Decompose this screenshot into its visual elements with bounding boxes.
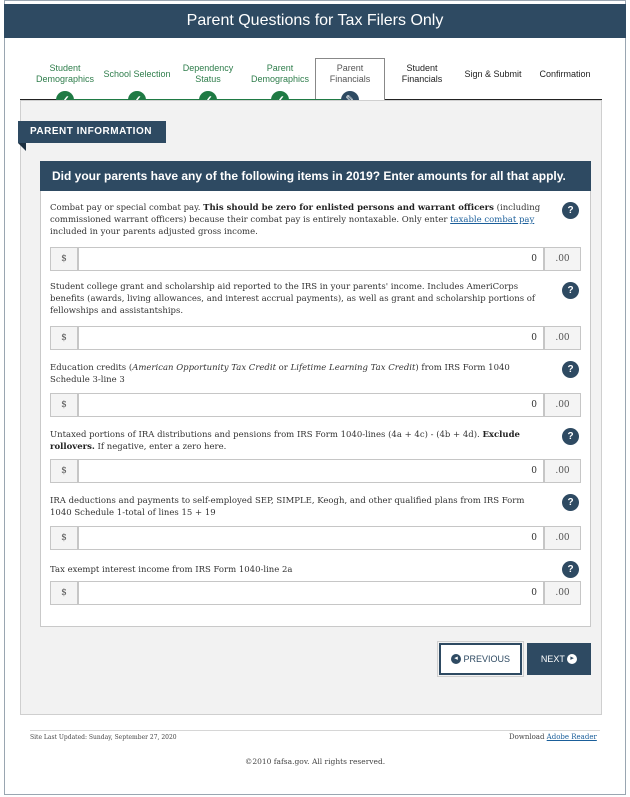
question-education-credits bbox=[50, 362, 548, 386]
step-school-selection[interactable] bbox=[103, 62, 171, 86]
download-reader bbox=[509, 733, 597, 741]
site-updated-text: Site Last Updated: Sunday, September 27, 2020 bbox=[30, 734, 177, 741]
question-text: ) from IRS Form 1040 Schedule 3-line 3 bbox=[50, 363, 510, 385]
combat-pay-field bbox=[50, 247, 581, 271]
education-credits-input[interactable]: 0 bbox=[78, 393, 544, 417]
cents-suffix: .00 bbox=[544, 393, 581, 417]
chevron-left-icon: ◂ bbox=[451, 654, 461, 664]
ira-deductions-input[interactable]: 0 bbox=[78, 526, 544, 550]
question-tax-exempt-interest: Tax exempt interest income from IRS Form 1040-line 2a bbox=[50, 565, 293, 575]
download-text: Download bbox=[509, 733, 547, 741]
cents-suffix: .00 bbox=[544, 526, 581, 550]
untaxed-ira-field bbox=[50, 459, 581, 483]
currency-prefix: $ bbox=[50, 326, 78, 350]
previous-label: PREVIOUS bbox=[463, 654, 511, 664]
step-confirmation bbox=[534, 62, 596, 86]
question-bold-text: Exclude rollovers. bbox=[50, 430, 520, 452]
question-untaxed-ira bbox=[50, 429, 548, 453]
cents-suffix: .00 bbox=[544, 459, 581, 483]
question-text: included in your parents adjusted gross income. bbox=[50, 227, 258, 237]
help-icon[interactable]: ? bbox=[562, 361, 579, 378]
card-heading: Did your parents have any of the following items in 2019? Enter amounts for all that apply. bbox=[40, 161, 591, 191]
question-text: Education credits ( bbox=[50, 363, 133, 373]
combat-pay-input[interactable]: 0 bbox=[78, 247, 544, 271]
question-italic-text: Lifetime Learning Tax Credit bbox=[290, 363, 416, 373]
step-label: Student Financials bbox=[401, 63, 443, 84]
cents-suffix: .00 bbox=[544, 326, 581, 350]
question-grant-scholarship: Student college grant and scholarship aid reported to the IRS in your parents' income. Includes AmeriCorps benefits (awards, living allowances, and interest accrual payments), as well as grant and scholarship portions of fellowships and assistantships. bbox=[50, 282, 536, 316]
step-dependency-status[interactable] bbox=[178, 62, 238, 86]
taxable-combat-pay-link[interactable]: taxable combat pay bbox=[450, 215, 535, 225]
tax-exempt-interest-field bbox=[50, 581, 581, 605]
currency-prefix: $ bbox=[50, 247, 78, 271]
grant-scholarship-input[interactable]: 0 bbox=[78, 326, 544, 350]
step-parent-financials[interactable] bbox=[320, 62, 380, 86]
help-icon[interactable]: ? bbox=[562, 282, 579, 299]
step-label: School Selection bbox=[103, 68, 171, 79]
help-icon[interactable]: ? bbox=[562, 494, 579, 511]
section-tag-tail bbox=[18, 143, 26, 151]
untaxed-ira-input[interactable]: 0 bbox=[78, 459, 544, 483]
question-text: or bbox=[275, 363, 291, 373]
next-button[interactable] bbox=[527, 643, 591, 675]
question-bold-text: This should be zero for enlisted persons and warrant officers bbox=[203, 203, 494, 213]
previous-button[interactable] bbox=[439, 643, 522, 675]
step-label: Confirmation bbox=[539, 68, 591, 79]
step-label: Parent Demographics bbox=[250, 63, 310, 84]
question-text: Combat pay or special combat pay. bbox=[50, 203, 204, 213]
question-combat-pay bbox=[50, 202, 548, 238]
step-student-demographics[interactable] bbox=[36, 62, 94, 86]
cents-suffix: .00 bbox=[544, 581, 581, 605]
question-text: Untaxed portions of IRA distributions and pensions from IRS Form 1040-lines (4a + 4c) - (4b + 4d). bbox=[50, 430, 483, 440]
adobe-reader-link[interactable]: Adobe Reader bbox=[546, 733, 597, 741]
currency-prefix: $ bbox=[50, 581, 78, 605]
help-icon[interactable]: ? bbox=[562, 202, 579, 219]
grant-scholarship-field bbox=[50, 326, 581, 350]
currency-prefix: $ bbox=[50, 393, 78, 417]
cents-suffix: .00 bbox=[544, 247, 581, 271]
step-parent-demographics[interactable] bbox=[250, 62, 310, 86]
currency-prefix: $ bbox=[50, 459, 78, 483]
education-credits-field bbox=[50, 393, 581, 417]
question-text: If negative, enter a zero here. bbox=[94, 442, 227, 452]
section-tag: PARENT INFORMATION bbox=[18, 121, 166, 143]
page-title: Parent Questions for Tax Filers Only bbox=[4, 4, 626, 38]
footer-divider bbox=[30, 730, 600, 731]
step-student-financials bbox=[392, 62, 452, 86]
step-label: Dependency Status bbox=[182, 63, 234, 84]
copyright-text: ©2010 fafsa.gov. All rights reserved. bbox=[244, 757, 386, 766]
step-sign-submit bbox=[462, 62, 524, 86]
question-ira-deductions: IRA deductions and payments to self-employed SEP, SIMPLE, Keogh, and other qualified plans from IRS Form 1040 Schedule 1-total of lines 15 + 19 bbox=[50, 496, 525, 518]
next-label: NEXT bbox=[540, 654, 565, 664]
step-label: Student Demographics bbox=[35, 63, 95, 84]
question-italic-text: American Opportunity Tax Credit bbox=[132, 363, 276, 373]
question-text: (including commissioned warrant officers) because their combat pay is entirely nontaxable. Only enter bbox=[50, 203, 541, 225]
chevron-right-icon: ▸ bbox=[567, 654, 577, 664]
tax-exempt-interest-input[interactable]: 0 bbox=[78, 581, 544, 605]
step-label: Parent Financials bbox=[329, 63, 371, 84]
step-label: Sign & Submit bbox=[464, 68, 522, 79]
ira-deductions-field bbox=[50, 526, 581, 550]
help-icon[interactable]: ? bbox=[562, 561, 579, 578]
help-icon[interactable]: ? bbox=[562, 428, 579, 445]
currency-prefix: $ bbox=[50, 526, 78, 550]
